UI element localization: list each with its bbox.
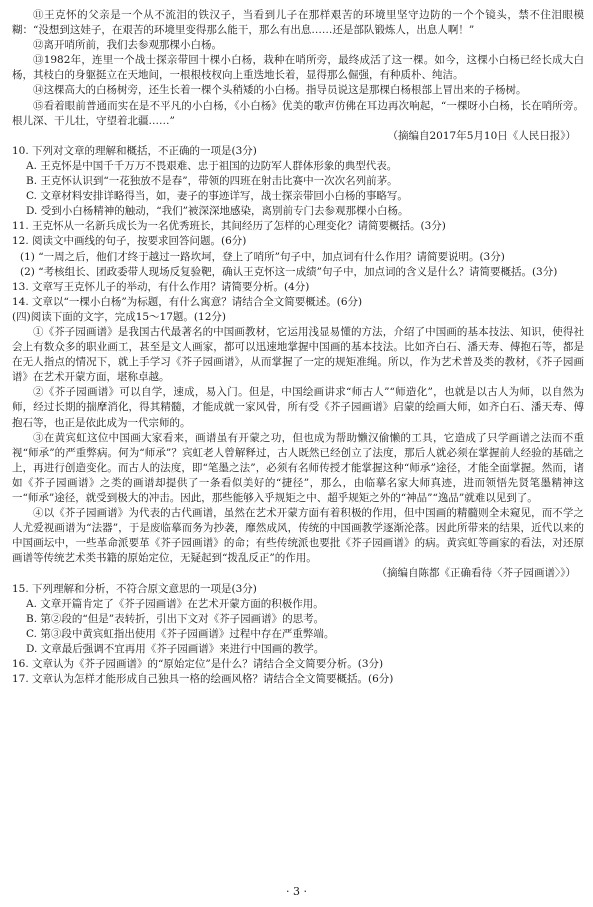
page-number: · 3 · <box>286 885 307 898</box>
option-b: B. 王克怀认识到“一花独放不是春”，带领的四班在射击比赛中一次次名列前茅。 <box>26 175 398 188</box>
source-citation: （摘编自2017年5月10日《人民日报》） <box>387 129 576 142</box>
question-13: 13. 文章写王克怀儿子的举动，有什么作用？请简要分析。(4分) <box>12 280 310 293</box>
option-d: D. 文章最后强调不宜再用《芥子园画谱》来进行中国画的教学。 <box>26 642 325 655</box>
question-17: 17. 文章认为怎样才能形成自己独具一格的绘画风格？请结合全文简要概括。(6分) <box>12 673 394 686</box>
passage-paragraph: ④以《芥子园画谱》为代表的古代画谱，虽然在艺术开蒙方面有着积极的作用，但中国画的精髓则全未窥见，而不学之人尤爱视画谱为“法器”，于是废临摹而务为抄袭，靡然成风，传统的中国画教学逐渐沦落。因此所带来的结果，近代以来的中国画坛中，一些革命派要革《芥子园画谱》的命；有些传统派也要批《芥子园画谱》的病。黄宾虹等画家的看法，对还原画谱等传统艺术类书籍的原始定位，无疑起到“拨乱反正”的作用。 <box>12 507 584 565</box>
question-12-sub-2: (2) “考核组长、团政委带人现场反复验靶，确认王克怀这一成绩”句子中，加点词的含义是什么？请简要概括。(3分) <box>20 265 558 278</box>
passage-paragraph: ③在黄宾虹这位中国画大家看来，画谱虽有开蒙之功，但也成为帮助懒汉偷懒的工具，它造成了只学画谱之法而不重视“师承”的严重弊病。何为“师承”？宾虹老人曾解释过，古人既然已经创立了法度，那后人就必须在掌握前人经验的基础之上，再进行创造变化。而古人的法度，即“笔墨之法”，必须有名师传授才能掌握这种“师承”途径，才能全面掌握。然而，诸如《芥子园画谱》之类的画谱却提供了一条看似美好的“捷径”，那么，由临摹名家大师真迹，进而领悟先贤笔墨精神这一“师承”途径，就受到极大的冲击。因此，那些能够入乎规矩之中、超乎规矩之外的“神品”“逸品”就难以见到了。 <box>12 431 584 504</box>
question-16: 16. 文章认为《芥子园画谱》的“原始定位”是什么？请结合全文简要分析。(3分) <box>12 658 384 671</box>
passage-paragraph: ②《芥子园画谱》可以自学，速成，易入门。但是，中国绘画讲求“师古人”“师造化”，也就是以古人为师，以自然为师，经过长期的揣摩消化，得其精髓，才能成就一家风骨，所有受《芥子园画谱》启蒙的绘画大师，如齐白石、潘天寿、傅抱石等，也正是依此成为一代宗师的。 <box>12 386 584 429</box>
passage-paragraph: ⑪王克怀的父亲是一个从不流泪的铁汉子，当看到儿子在那样艰苦的环境里坚守边防的一个个镜头，禁不住泪眼模糊：“没想到这娃子，在艰苦的环境里变得那么能干，那么有出息……还是部队锻炼人，出息人啊！” <box>12 9 584 37</box>
option-d: D. 受到小白杨精神的触动，“我们”被深深地感染，离别前专门去参观那棵小白杨。 <box>26 205 409 218</box>
question-12-sub-1: (1) “一周之后，他们才终于越过一路坎坷，登上了哨所”句子中，加点词有什么作用？请简要说明。(3分) <box>20 250 505 263</box>
option-b: B. 第②段的“但是”表转折，引出下文对《芥子园画谱》的思考。 <box>26 612 325 625</box>
option-c: C. 第③段中黄宾虹指出使用《芥子园画谱》过程中存在严重弊端。 <box>26 627 335 640</box>
passage-paragraph: ⑮看着眼前普通而实在是不平凡的小白杨，《小白杨》优美的歌声仿佛在耳边再次响起，“一棵呀小白杨，长在哨所旁。根儿深、干儿壮，守望着北疆……” <box>12 99 584 127</box>
option-a: A. 王克怀是中国千千万万不畏艰难、忠于祖国的边防军人群体形象的典型代表。 <box>26 159 398 172</box>
question-14: 14. 文章以“一棵小白杨”为标题，有什么寓意？请结合全文简要概述。(6分) <box>12 295 363 308</box>
question-11: 11. 王克怀从一名新兵成长为一名优秀班长，其间经历了怎样的心理变化？请简要概括。(3分) <box>12 220 446 233</box>
passage-paragraph: ⑬1982年，连里一个战士探亲带回十棵小白杨，栽种在哨所旁，最终成活了这一棵。如今，这棵小白杨已经长成大白杨，其枝白的身躯挺立在天地间，一根根枝杈向上重迭地长着，显得那么倔强，有种质朴、纯洁。 <box>12 54 584 82</box>
question-15-stem: 15. 下列理解和分析，不符合原文意思的一项是(3分) <box>12 582 257 595</box>
passage-paragraph: ⑫离开哨所前，我们去参观那棵小白杨。 <box>33 39 222 52</box>
passage-paragraph: ⑭这棵高大的白杨树旁，还生长着一棵个头稍矮的小白杨。指导员说这是那棵白杨根部上冒出来的子杨树。 <box>33 84 527 97</box>
passage-paragraph: ①《芥子园画谱》是我国古代最著名的中国画教材，它运用浅显易懂的方法，介绍了中国画的基本技法、知识，使得社会上有数众多的职业画工，甚至是文人画家，都可以迅速地掌握中国画的基本技法。比如齐白石、潘天寿、傅抱石等，都是在无人指点的情况下，就上手学习《芥子园画谱》，从而掌握了一定的规矩准绳。所以，作为艺术普及类的教材，《芥子园画谱》在艺术开蒙方面，堪称卓越。 <box>12 325 584 384</box>
question-12-stem: 12. 阅读文中画线的句子，按要求回答问题。(6分) <box>12 235 247 248</box>
option-a: A. 文章开篇肯定了《芥子园画谱》在艺术开蒙方面的积极作用。 <box>26 597 324 610</box>
option-c: C. 文章材料安排详略得当，如，妻子的事迹详写，战士探亲带回小白杨的事略写。 <box>26 190 408 203</box>
section-heading: (四)阅读下面的文字，完成15～17题。(12分) <box>12 310 226 323</box>
exam-page <box>12 8 584 687</box>
question-10-stem: 10. 下列对文章的理解和概括，不正确的一项是(3分) <box>12 144 257 157</box>
source-citation: （摘编自陈都《正确看待〈芥子园画谱〉》） <box>376 567 576 580</box>
